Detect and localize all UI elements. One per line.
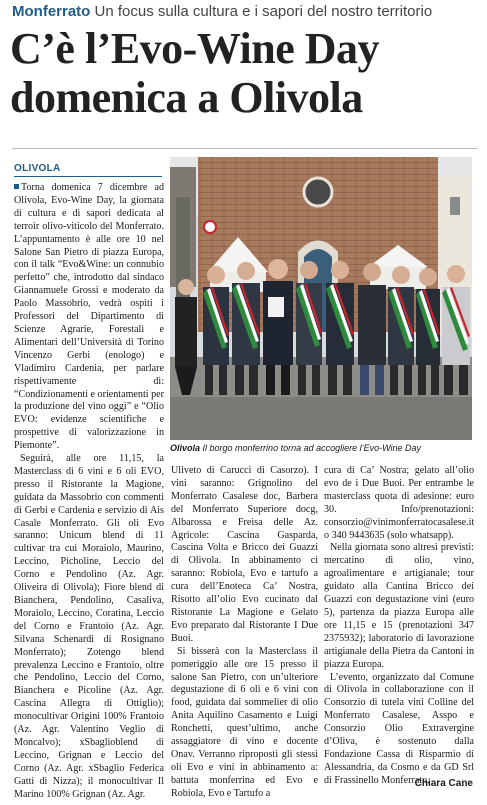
photo-caption bbox=[170, 443, 472, 454]
article-column-2 bbox=[171, 465, 318, 799]
section-label: OLIVOLA bbox=[14, 163, 61, 174]
column1-paragraph-2: Seguirà, alle ore 11,15, la Masterclass di 6 vini e 6 oli EVO, presso il Ristorante la Magione, guidata da Massobrio con commenti di Gerbi e Cardenia e servizio di Ais Casale Monferrato. Gli oli Evo saranno: Unicum blend di 11 cultivar tra cui Moraiolo, Maurino, Leccino, Picholine, Leccio del Corno e Pendolino (Az. Agr. Oliveira di Olivola); Fiore blend di Bianchera, Pendolino, Casaliva, Moraiolo, Leccino, Coratina, Leccio del Corno e Frantoio (Az. Agr. Silvana Schenardi di Rosignano Monferrato); Zotengo blend prevalenza Leccino e Frantoio, oltre che Pendolino, Leccio del Corno, Bianchera e Picoline (Az. Agr. Cascina Allegra di Ottiglio); monocultivar Origini 100% Frantoio (Az. Agr. Valentino Veglio di Moncalvo); xSbaglioblend di Leccino, Grignan e Leccio del Corno (Az. Agr. xSbaglio Federica Gatti di Nizza); il monocultivar Il Marino 100% Grignan (Az. Agr. bbox=[14, 453, 164, 800]
column2-paragraph-1: Uliveto di Carucci di Casorzo). I vini saranno: Grignolino del Monferrato Casalese doc, Barbera del Monferrato Superiore docg, Albarossa e Freisa delle Az. Agricole: Cascina Gasparda, Cascina Volta e Bricco dei Guazzi di Olivola. In abbinamento ci saranno: Robiola, Evo e tartufo a cura dell’Enoteca Ca’ Nostra, Risotto all’olio Evo cucinato dal Ristorante La Magione e Gelato Evo preparato dal Ristorante I Due Buoi. bbox=[171, 465, 318, 644]
headline-line-2: domenica a Olivola bbox=[10, 73, 363, 122]
caption-text: Il borgo monferrino torna ad accogliere l’Evo-Wine Day bbox=[202, 443, 422, 453]
column2-paragraph-2: Si bisserà con la Masterclass il pomeriggio alle ore 15 presso il salone San Pietro, con un’ulteriore degustazione di 6 oli e 6 vini con food, guidata dai sommelier di olio Anita Aquilino Casamento e Luigi Ronchetti, quest’ultimo, anche assaggiatore di vino e docente Onav. Verranno riproposti gli stessi oli Evo e vini in abbinamento a: battuta monferrina ed Evo e Robiola, Evo e Tartufo a bbox=[171, 645, 318, 799]
kicker bbox=[12, 2, 482, 22]
column3-paragraph-2: Nella giornata sono altresì previsti: mercatino di olio, vino, agroalimentare e artigianale; tour guidato alla Cantina Bricco dei Guazzi con degustazione vini (euro 5), partenza da piazza Europa alle ore 11,15 e 15 (prenotazioni 347 2375932); laboratorio di lavorazione artigianale della Pietra da Cantoni in piazza Europa. bbox=[324, 542, 474, 670]
author-signature: Chiara Cane bbox=[414, 778, 473, 789]
header-divider bbox=[12, 148, 478, 149]
headline bbox=[10, 24, 480, 122]
caption-place: Olivola bbox=[170, 443, 201, 453]
section-underline bbox=[14, 176, 162, 177]
headline-line-1: C’è l’Evo-Wine Day bbox=[10, 24, 380, 73]
event-photo bbox=[170, 157, 472, 440]
article-column-1 bbox=[14, 182, 164, 800]
kicker-section: Monferrato bbox=[12, 3, 91, 20]
column3-paragraph-3: L’evento, organizzato dal Comune di Olivola in collaborazione con il Consorzio di tutela vini Colline del Monferrato Casalese, Asspo e Consorzio Olio Extravergine d’Oliva, è sostenuto dalla Fondazione Cassa di Risparmio di Alessandria, da Cosmo e da GD Srl di Frassinello Monferrato. bbox=[324, 671, 474, 786]
kicker-tagline: Un focus sulla cultura e i sapori del nostro territorio bbox=[94, 3, 433, 20]
column3-paragraph-1: cura di Ca’ Nostra; gelato all’olio evo de i Due Buoi. Per entrambe le masterclass quota di adesione: euro 30. Info/prenotazioni: consorzio@vinimonferratocasalese.it o 340 9443635 (solo whatsapp). bbox=[324, 465, 475, 541]
paragraph-bullet-icon bbox=[14, 184, 19, 189]
column1-paragraph-1: Torna domenica 7 dicembre ad Olivola, Evo-Wine Day, la giornata di cultura e di sapori dedicata al terroir olivo-viticolo del Monferrato. L’appuntamento è alle ore 10 nel Salone San Pietro di piazza Europa, con il talk “Evo&Wine: un connubio perfetto” che, introdotto dal sindaco Giannamuele Grossi e moderato da Paolo Massobrio, vedrà ospiti i Professori del Dipartimento di Scienze Agrarie, Forestali e Alimentari dell’Università di Torino Vincenzo Gerbi (enologo) e Vladimiro Cardenia, per parlare rispettivamente di: “Condizionamenti e orientamenti per la produzione del vino oggi” e “Olio EVO: evidenze scientifiche e prospettive di valorizzazione in Piemonte”. bbox=[14, 182, 164, 452]
